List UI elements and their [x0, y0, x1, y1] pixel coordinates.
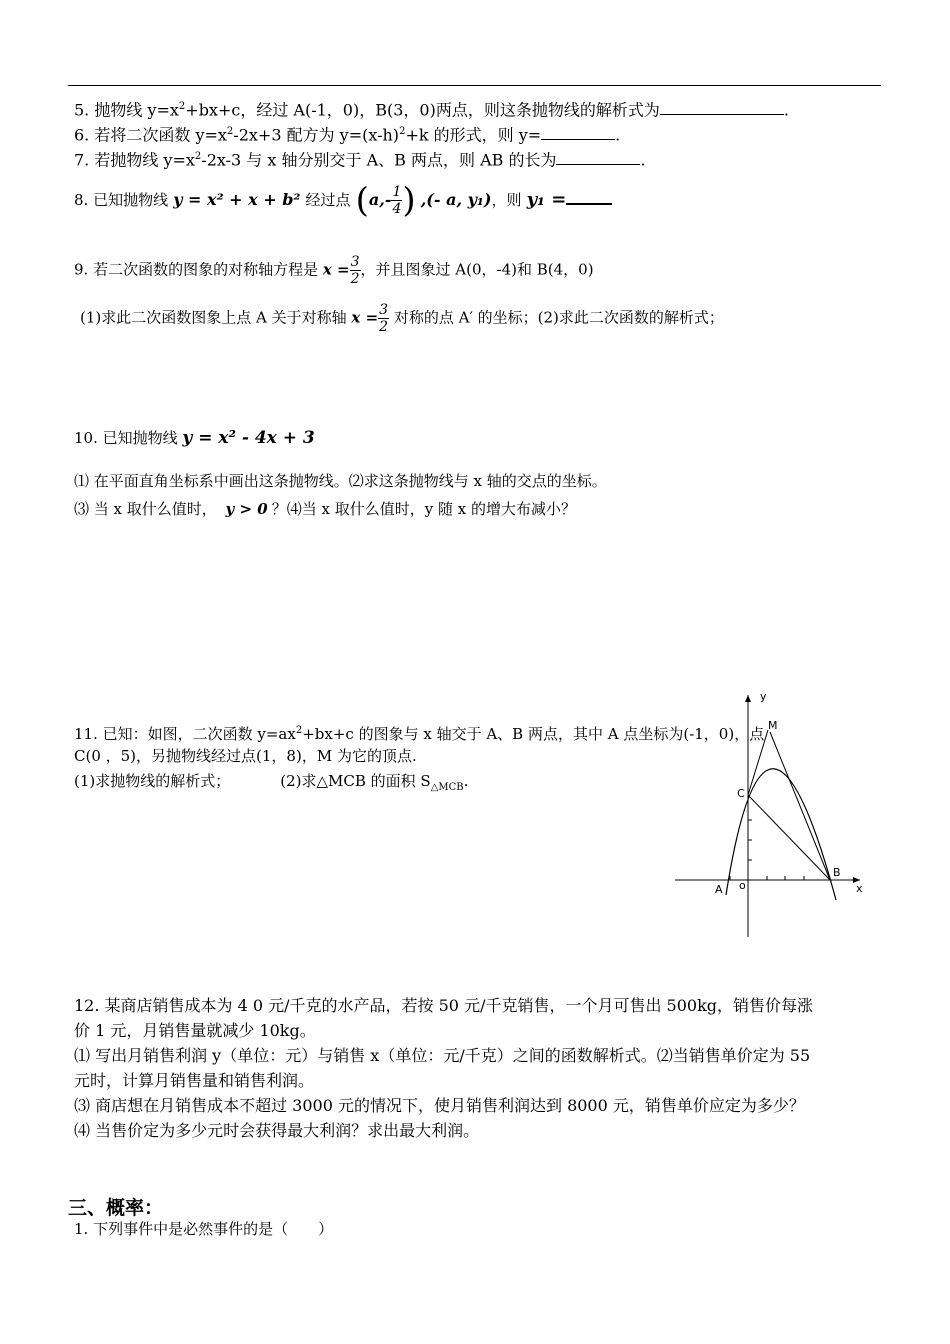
- question-10: [74, 424, 315, 452]
- q9-sub-frac-num: 3: [379, 302, 389, 318]
- q5-text-2: +bx+c，经过 A(-1，0)，B(3，0)两点，则这条抛物线的解析式为: [185, 100, 660, 120]
- q5-answer-blank[interactable]: [660, 100, 784, 115]
- parabola-figure: [670, 685, 870, 940]
- question-8: [74, 180, 612, 220]
- segment-cb: [748, 795, 830, 880]
- q10-condition: y > 0: [225, 500, 268, 518]
- q6-text-2: -2x+3 配方为 y=(x-h): [233, 125, 400, 145]
- q9-sub-text: (1)求此二次函数图象上点 A 关于对称轴: [80, 308, 347, 327]
- segment-cm: [748, 730, 768, 795]
- label-c: C: [737, 787, 745, 800]
- q6-text: 6. 若将二次函数 y=x: [74, 125, 227, 145]
- y-axis-arrow: [745, 695, 751, 702]
- q10-formula: y = x² - 4x + 3: [182, 428, 315, 448]
- q9-text-2: ，并且图象过 A(0，-4)和 B(4，0): [360, 260, 594, 279]
- label-y: y: [760, 690, 767, 703]
- q7-end: .: [640, 150, 646, 170]
- question-12-line-6: [74, 1121, 479, 1141]
- q9-frac-den: 2: [350, 271, 360, 287]
- q11-sup: 2: [295, 725, 303, 736]
- q7-answer-blank[interactable]: [556, 150, 640, 165]
- q11-part-2: (2)求△MCB 的面积 S: [280, 772, 431, 790]
- label-x: x: [856, 882, 863, 895]
- q5-text: 5. 抛物线 y=x: [74, 100, 179, 120]
- question-12-line-2: [74, 1021, 316, 1041]
- header-rule: [68, 85, 881, 86]
- q11-text-2: +bx+c 的图象与 x 轴交于 A、B 两点，其中 A 点坐标为(-1，0)，点: [302, 725, 765, 743]
- q8-paren-close: ): [402, 180, 416, 221]
- q8-then: ，则: [491, 191, 522, 209]
- q10-line-2: ⑶ 当 x 取什么值时，: [74, 500, 217, 518]
- q6-end: .: [615, 125, 621, 145]
- q6-text-3: +k 的形式，则 y=: [405, 125, 542, 145]
- q8-point-1-a: a,-: [368, 190, 392, 209]
- q9-text: 9. 若二次函数的图象的对称轴方程是: [74, 260, 319, 279]
- q6-sup-2: 2: [399, 126, 406, 137]
- q6-sup-1: 2: [226, 126, 234, 137]
- q12-line-6: ⑷ 当售价定为多少元时会获得最大利润？求出最大利润。: [74, 1121, 480, 1140]
- q7-text-2: -2x-3 与 x 轴分别交于 A、B 两点，则 AB 的长为: [201, 150, 557, 170]
- q10-line-1: ⑴ 在平面直角坐标系中画出这条抛物线。⑵求这条抛物线与 x 轴的交点的坐标。: [74, 472, 607, 490]
- q8-answer-blank[interactable]: [566, 189, 612, 205]
- q11-text: 11. 已知：如图，二次函数 y=ax: [74, 725, 296, 743]
- q12-line-4: 元时，计算月销售量和销售利润。: [74, 1071, 315, 1090]
- question-9-sub: [80, 302, 724, 335]
- q10-line-2-end: ？⑷当 x 取什么值时，y 随 x 的增大布减小？: [271, 500, 576, 518]
- q9-sub-text-2: 对称的点 A′ 的坐标；(2)求此二次函数的解析式；: [393, 308, 724, 327]
- q8-point-2: ,(- a, y₁): [420, 190, 492, 209]
- question-10-line-1: [74, 471, 607, 491]
- q12-line-1: 12. 某商店销售成本为 4 0 元/千克的水产品，若按 50 元/千克销售，一个月可售出 500kg，销售价每涨: [74, 996, 814, 1015]
- q8-formula: y = x² + x + b²: [173, 190, 301, 209]
- question-12-line-4: [74, 1071, 314, 1091]
- q7-text: 7. 若抛物线 y=x: [74, 150, 195, 170]
- q12-line-2: 价 1 元，月销售量就减少 10kg。: [74, 1021, 316, 1040]
- q11-line-2: C(0 ，5)，另抛物线经过点(1，8)，M 为它的顶点.: [74, 747, 417, 765]
- question-5: [74, 97, 789, 120]
- question-7: [74, 147, 646, 170]
- question-11-line-1: [74, 721, 764, 744]
- label-a: A: [715, 883, 723, 896]
- q8-paren-open: (: [355, 180, 369, 221]
- q8-text: 8. 已知抛物线: [74, 191, 169, 209]
- section-title-probability: 三、概率：: [68, 1197, 164, 1219]
- q8-frac-num: 1: [392, 184, 402, 200]
- question-12-line-5: [74, 1096, 805, 1116]
- q11-part-1: (1)求抛物线的解析式；: [74, 772, 231, 790]
- label-m: M: [768, 719, 778, 732]
- label-b: B: [833, 866, 841, 879]
- question-12-line-3: [74, 1046, 810, 1066]
- q6-answer-blank[interactable]: [541, 125, 615, 140]
- question-10-line-2: [74, 497, 576, 521]
- q9-fraction: [350, 254, 361, 287]
- question-6: [74, 122, 620, 145]
- q5-sup: 2: [178, 101, 186, 112]
- question-12-line-1: [74, 996, 813, 1016]
- q9-sub-fraction: [378, 302, 389, 335]
- q9-x-eq: x =: [322, 260, 350, 279]
- q8-y1: y₁ =: [526, 189, 567, 210]
- q11-end: .: [463, 772, 469, 790]
- q9-frac-num: 3: [350, 254, 360, 270]
- q5-end: .: [783, 100, 789, 120]
- q12-line-5: ⑶ 商店想在月销售成本不超过 3000 元的情况下，使月销售利润达到 8000 元，销售单价应定为多少？: [74, 1096, 805, 1115]
- q12-line-3: ⑴ 写出月销售利润 y（单位：元）与销售 x（单位：元/千克）之间的函数解析式。⑵当销售单价定为 55: [74, 1046, 811, 1065]
- q11-sub: △MCB: [430, 782, 464, 793]
- q8-frac-den: 4: [392, 201, 402, 217]
- question-9: [74, 254, 594, 287]
- label-o: o: [739, 879, 746, 892]
- probability-question-1: [74, 1219, 333, 1239]
- q9-sub-frac-den: 2: [379, 319, 389, 335]
- question-11-line-2: [74, 746, 417, 766]
- question-11-line-3: [74, 771, 468, 798]
- q7-sup: 2: [194, 151, 202, 162]
- q8-text-2: 经过点: [305, 191, 351, 209]
- q9-sub-x-eq: x =: [351, 308, 379, 327]
- q10-text: 10. 已知抛物线: [74, 429, 178, 447]
- segment-mb: [770, 732, 830, 880]
- q8-fraction: [391, 184, 402, 217]
- p1-text: 1. 下列事件中是必然事件的是（ ）: [74, 1220, 334, 1238]
